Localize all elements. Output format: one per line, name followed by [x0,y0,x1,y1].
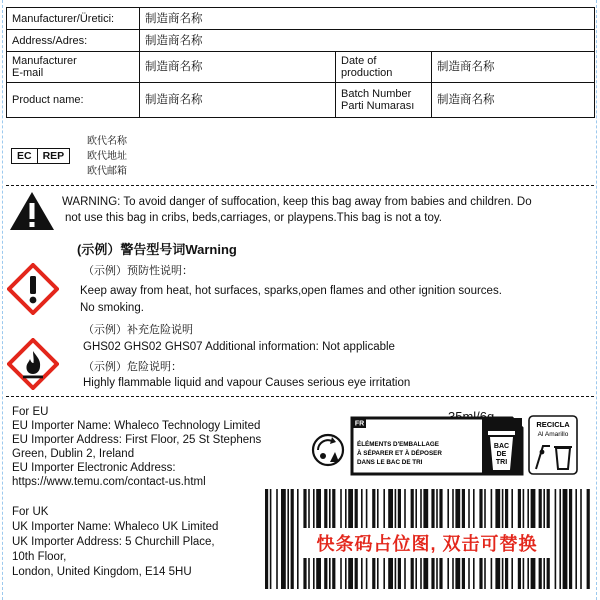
svg-text:TRI: TRI [495,459,508,466]
info-table [6,7,595,118]
precaution-heading: （示例）预防性说明： [83,265,193,277]
barcode-bar [270,489,272,589]
barcode-bar [580,489,582,589]
barcode-bar [559,489,561,589]
barcode-bar [276,489,278,589]
barcode-placeholder-text: 快条码占位图, 双击可替换 [316,534,538,554]
barcode-placeholder[interactable] [302,528,552,558]
date-label: Date of production [336,52,432,83]
ec-text: EC [17,150,32,162]
fr-tag: FR [354,420,365,428]
barcode-bar [297,489,299,589]
barcode-bar [287,489,289,589]
svg-text:DE: DE [496,451,507,458]
ec-rep-email: 欧代邮箱 [87,166,127,177]
ec-rep-name: 欧代名称 [87,136,127,147]
email-value: 制造商名称 [140,52,336,83]
supplemental-text: GHS02 GHS02 GHS07 Additional information: Not applicable [83,341,395,353]
sorting-info-panel [352,417,522,474]
email-label: Manufacturer E-mail [7,52,140,83]
suffocation-warning: WARNING: To avoid danger of suffocation, keep this bag away from babies and children. Do not use this bag in cribs, beds,carriages, or playpens.This bag is not a toy. [62,196,532,224]
eu-heading: For EU [12,406,49,418]
warning-title: (示例）警告型号词Warning [77,242,237,257]
recycling-logos [304,412,590,480]
batch-label: Batch Number Parti Numarası [336,83,432,118]
barcode-bar [555,489,557,589]
svg-text:À SÉPARER ET À DÉPOSER: À SÉPARER ET À DÉPOSER [357,450,442,457]
ghs-flame-icon [7,338,59,390]
barcode-bar [281,489,286,589]
barcode-bar [291,489,294,589]
date-value: 制造商名称 [432,52,595,83]
product-value: 制造商名称 [140,83,336,118]
address-label: Address/Adres: [7,30,140,52]
barcode-bar [587,489,590,589]
divider-middle [6,396,594,397]
hazard-text: Highly flammable liquid and vapour Causes serious eye irritation [83,377,411,389]
manufacturer-label: Manufacturer/Üretici: [7,8,140,30]
ec-rep-address: 欧代地址 [87,151,127,162]
batch-value: 制造商名称 [432,83,595,118]
eu-importer-block: For EU EU Importer Name: Whaleco Technology Limited EU Importer Address: First Floor, 25 St Stephens Green, Dublin 2, Ireland EU Importer Electronic Address: https://www.temu.com/contact-us.html [12,406,262,488]
ec-rep-details [87,134,127,179]
barcode-bar [265,489,268,589]
supplemental-heading: （示例）补充危险说明 [83,324,193,336]
svg-text:ÉLÉMENTS D'EMBALLAGE: ÉLÉMENTS D'EMBALLAGE [357,441,439,448]
product-label: Product name: [7,83,140,118]
svg-text:BAC: BAC [493,443,510,450]
barcode-bar [563,489,568,589]
svg-text:DANS LE BAC DE TRI: DANS LE BAC DE TRI [357,459,423,466]
ec-rep-badge [11,148,70,164]
manufacturer-value: 制造商名称 [140,8,595,30]
precaution-line1: Keep away from heat, hot surfaces, sparks,open flames and other ignition sources. [80,285,502,297]
svg-text:RECICLA: RECICLA [536,420,570,429]
warning-triangle-icon [9,191,55,231]
divider-top [6,185,594,186]
uk-importer-block: For UK UK Importer Name: Whaleco UK Limited UK Importer Address: 5 Churchill Place, 10th Floor, London, United Kingdom, E14 5HU [12,506,219,578]
precaution-line2: No smoking. [80,302,144,314]
triman-icon [313,435,343,465]
uk-heading: For UK [12,506,49,518]
hazard-heading: （示例）危险说明： [83,361,182,373]
barcode-bar [575,489,577,589]
barcode-bar [569,489,572,589]
address-value: 制造商名称 [140,30,595,52]
recicla-amarillo-icon [529,416,577,474]
svg-text:Al Amarillo: Al Amarillo [537,431,569,438]
rep-text: REP [37,149,70,163]
ghs-exclamation-icon [7,263,59,315]
